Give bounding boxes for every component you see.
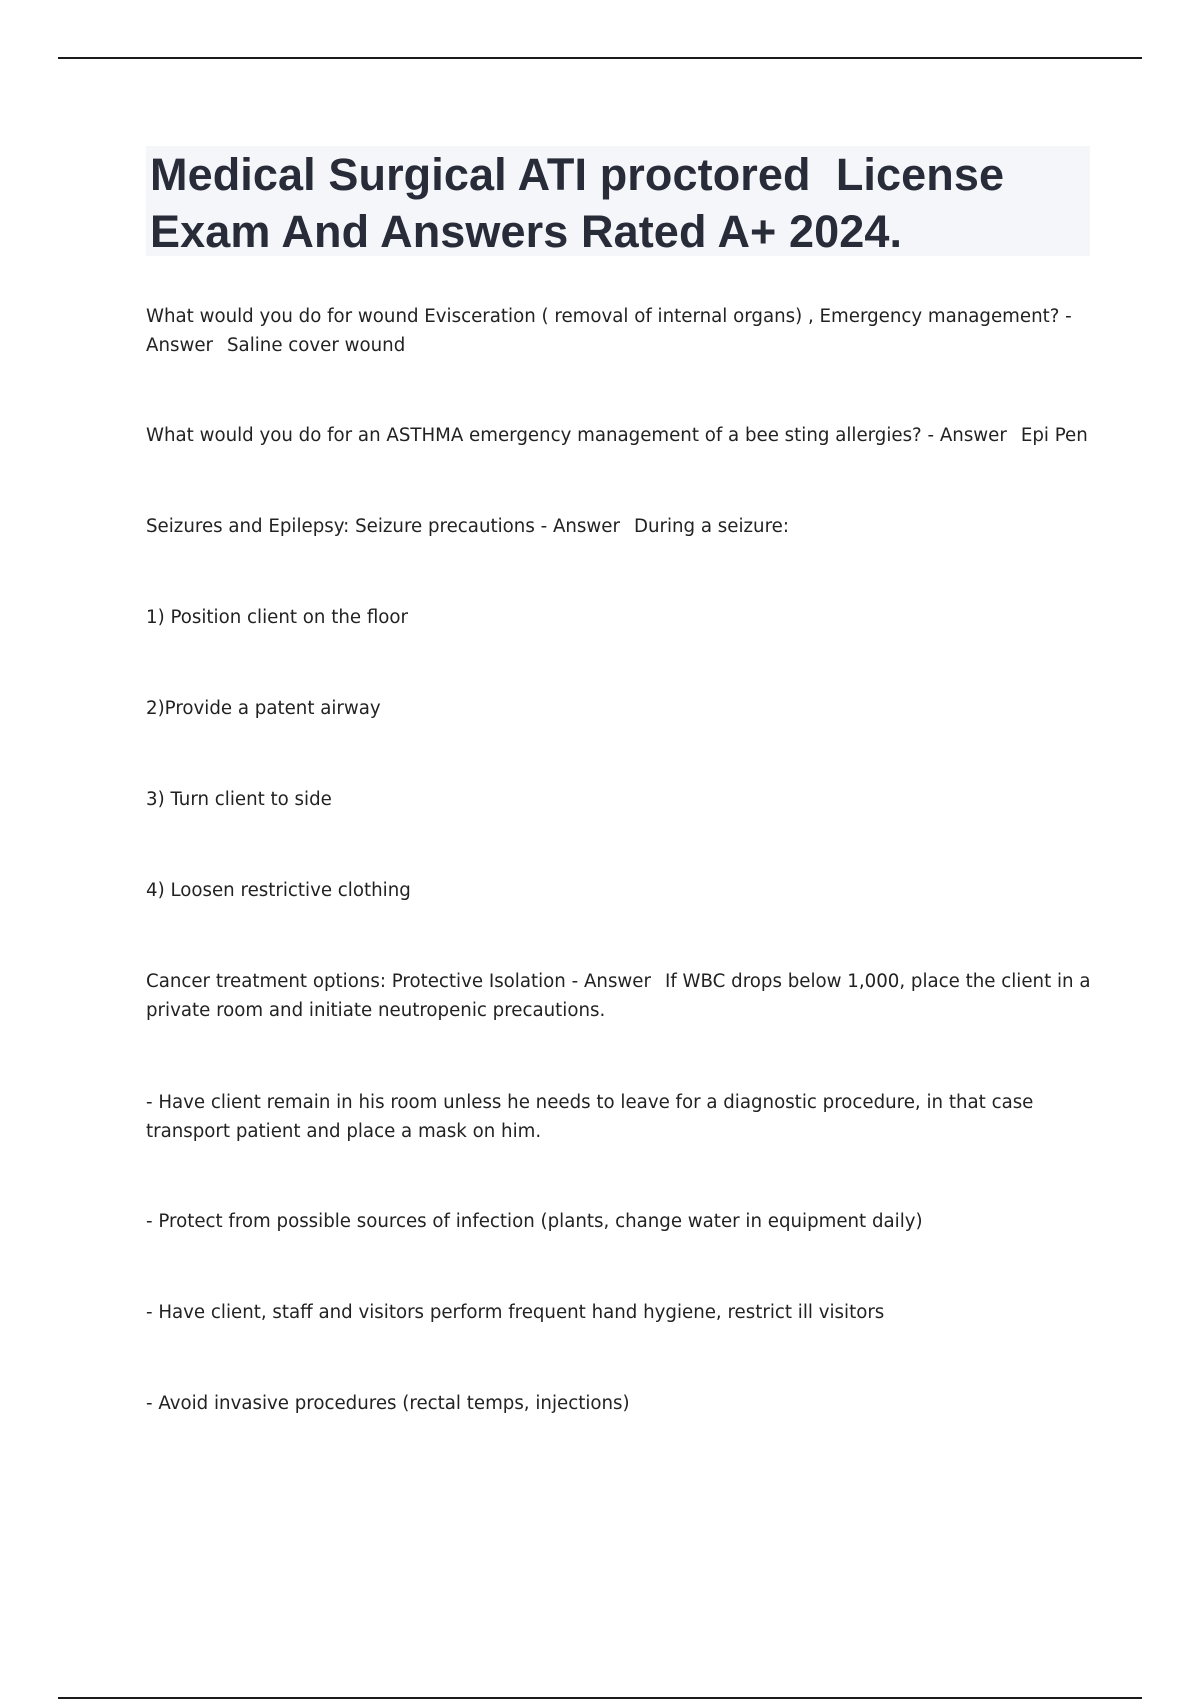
title-block: [146, 146, 1090, 256]
answer-text: Saline cover wound: [227, 335, 406, 356]
qa-asthma: [146, 421, 1096, 450]
question-text: What would you do for wound Evisceration ( removal of internal organs) , Emergency management? -: [146, 306, 1072, 327]
answer-text: Epi Pen: [1020, 425, 1088, 446]
answer-label: Answer: [552, 516, 620, 537]
answer-label: Answer: [583, 971, 651, 992]
question-text: Cancer treatment options: Protective Isolation -: [146, 971, 579, 992]
qa-protective-isolation: [146, 967, 1096, 1025]
isolation-point-1: - Have client remain in his room unless he needs to leave for a diagnostic procedure, in that case transport patient and place a mask on him.: [146, 1092, 1034, 1142]
answer-text: During a seizure:: [633, 516, 789, 537]
question-text: Seizures and Epilepsy: Seizure precautions -: [146, 516, 548, 537]
seizure-step-1: 1) Position client on the floor: [146, 607, 409, 628]
seizure-step-3: 3) Turn client to side: [146, 789, 332, 810]
isolation-point-3: - Have client, staff and visitors perform frequent hand hygiene, restrict ill visitors: [146, 1302, 885, 1323]
isolation-point-2: - Protect from possible sources of infection (plants, change water in equipment daily): [146, 1211, 923, 1232]
answer-label: Answer: [939, 425, 1007, 446]
footer-rule: [58, 1697, 1142, 1699]
document-title: [150, 146, 1086, 260]
title-line-2: Exam And Answers Rated A+ 2024.: [150, 206, 903, 257]
header-rule: [58, 57, 1142, 59]
seizure-step-2: 2)Provide a patent airway: [146, 698, 381, 719]
question-text: What would you do for an ASTHMA emergency management of a bee sting allergies? -: [146, 425, 935, 446]
seizure-step-4: 4) Loosen restrictive clothing: [146, 880, 411, 901]
title-line-1: Medical Surgical ATI proctored License: [150, 149, 1005, 200]
answer-label: Answer: [146, 335, 213, 356]
answer-text: If WBC drops below 1,000, place the client in a private room and initiate neutropenic precautions.: [146, 971, 1091, 1021]
isolation-point-4: - Avoid invasive procedures (rectal temps, injections): [146, 1393, 630, 1414]
qa-evisceration: [146, 302, 1096, 360]
qa-seizures: [146, 512, 1096, 541]
